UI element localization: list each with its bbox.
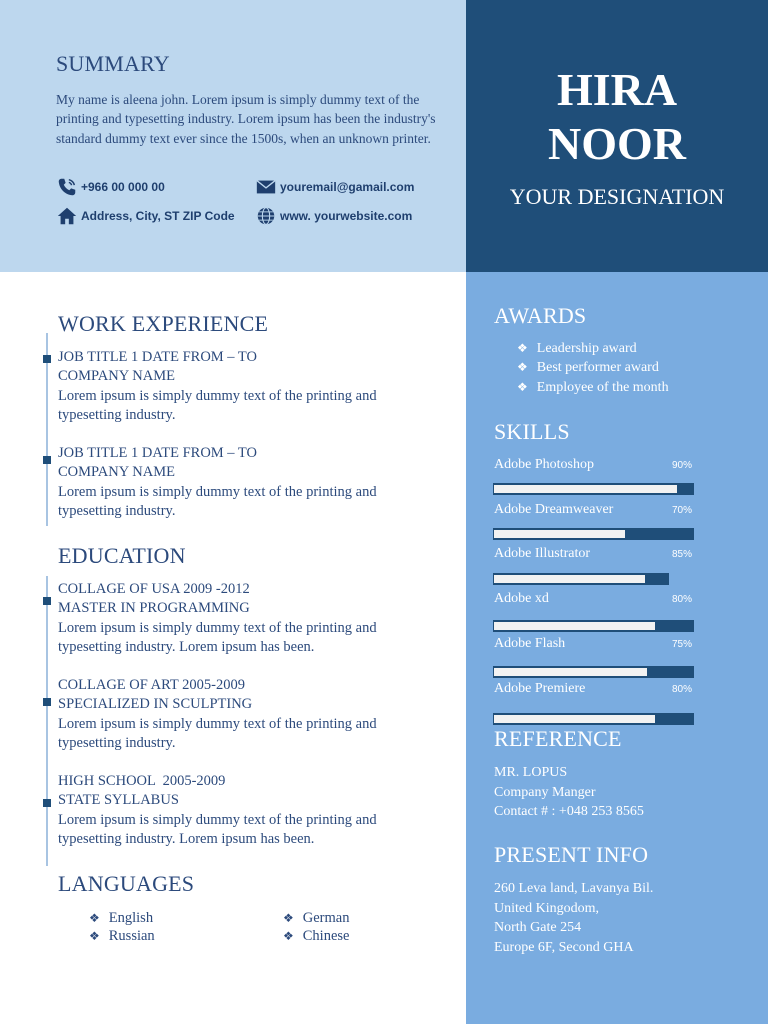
diamond-bullet-icon: ❖: [517, 380, 528, 394]
skill-name: Adobe Illustrator: [494, 546, 591, 561]
skill-percent: 80%: [672, 594, 693, 605]
present-info-block: [494, 879, 653, 957]
skill-percent: 90%: [672, 460, 693, 471]
reference-name: MR. LOPUS: [494, 765, 568, 780]
award-name: Employee of the month: [536, 380, 669, 395]
language-name: Chinese: [302, 928, 350, 944]
skill-bar-fill: [494, 622, 655, 630]
education-description: Lorem ipsum is simply dummy text of the printing and typesetting industry. Lorem ipsum has been.: [58, 811, 377, 847]
skill-percent: 80%: [672, 684, 693, 695]
designation: YOUR DESIGNATION: [509, 184, 725, 209]
award-name: Best performer award: [536, 360, 659, 375]
education-description: Lorem ipsum is simply dummy text of the printing and typesetting industry. Lorem ipsum has been.: [58, 619, 377, 655]
skill-bar: [493, 483, 694, 495]
language-item: [89, 909, 153, 927]
education-degree: STATE SYLLABUS: [58, 792, 179, 809]
education-entry: [58, 580, 418, 657]
award-name: Leadership award: [536, 341, 637, 356]
skill-percent: 70%: [672, 505, 693, 516]
work-title: JOB TITLE 1 DATE FROM – TO: [58, 445, 257, 461]
work-description: Lorem ipsum is simply dummy text of the printing and typesetting industry.: [58, 387, 377, 423]
skill-bar: [493, 573, 669, 585]
diamond-bullet-icon: ❖: [283, 911, 294, 925]
education-timeline: [46, 576, 48, 866]
award-item: [517, 341, 637, 357]
skill-percent: 75%: [672, 639, 693, 650]
present-info-line: Europe 6F, Second GHA: [494, 939, 634, 955]
diamond-bullet-icon: ❖: [517, 360, 528, 374]
award-item: [517, 380, 669, 396]
skill-bar-fill: [494, 715, 655, 723]
education-school: COLLAGE OF ART 2005-2009: [58, 677, 245, 693]
award-item: [517, 360, 659, 376]
summary-text: My name is aleena john. Lorem ipsum is simply dummy text of the printing and typesetting industry. Lorem ipsum has been the industry's standard dummy text ever since the 1500s, when an unknown printer.: [56, 92, 436, 146]
education-description: Lorem ipsum is simply dummy text of the printing and typesetting industry.: [58, 715, 377, 751]
reference-block: [494, 763, 644, 822]
skill-bar-fill: [494, 668, 647, 676]
present-info-line: 260 Leva land, Lavanya Bil.: [494, 881, 654, 896]
skill-bar-fill: [494, 575, 645, 583]
work-company: COMPANY NAME: [58, 368, 175, 385]
home-icon: [56, 205, 78, 227]
awards-heading: AWARDS: [494, 303, 587, 328]
education-degree: MASTER IN PROGRAMMING: [58, 600, 250, 617]
language-item: [283, 927, 349, 945]
last-name: NOOR: [548, 118, 686, 169]
skill-bar-fill: [494, 485, 677, 493]
education-school: HIGH SCHOOL 2005-2009: [58, 773, 226, 789]
skill-name: Adobe Dreamweaver: [494, 502, 614, 517]
languages-heading: LANGUAGES: [58, 871, 195, 896]
phone-text: +966 00 000 00: [81, 180, 165, 194]
work-title: JOB TITLE 1 DATE FROM – TO: [58, 349, 257, 365]
timeline-marker: [43, 456, 51, 464]
contact-address: [56, 205, 235, 227]
timeline-marker: [43, 698, 51, 706]
present-info-line: United Kingodom,: [494, 900, 599, 916]
skill-name: Adobe Flash: [494, 636, 566, 651]
skill-percent: 85%: [672, 549, 693, 560]
work-entry: [58, 348, 418, 425]
skills-heading: SKILLS: [494, 419, 570, 444]
timeline-marker: [43, 355, 51, 363]
present-info-heading: PRESENT INFO: [494, 842, 649, 867]
globe-icon: [255, 205, 277, 227]
reference-contact: Contact # : +048 253 8565: [494, 804, 644, 819]
language-item: [89, 927, 155, 945]
skill-bar: [493, 666, 694, 678]
skill-name: Adobe Premiere: [494, 681, 586, 696]
reference-title: Company Manger: [494, 784, 596, 800]
diamond-bullet-icon: ❖: [517, 341, 528, 355]
work-entry: [58, 444, 418, 521]
diamond-bullet-icon: ❖: [89, 929, 100, 943]
education-entry: [58, 772, 418, 849]
language-item: [283, 909, 349, 927]
education-heading: EDUCATION: [58, 543, 186, 568]
skill-name: Adobe Photoshop: [494, 457, 594, 472]
contact-phone: [56, 176, 165, 198]
present-info-line: North Gate 254: [494, 920, 582, 935]
timeline-marker: [43, 597, 51, 605]
skill-bar: [493, 528, 694, 540]
address-text: Address, City, ST ZIP Code: [81, 209, 235, 223]
email-text: youremail@gamail.com: [280, 180, 415, 194]
education-degree: SPECIALIZED IN SCULPTING: [58, 696, 253, 713]
summary-heading: SUMMARY: [56, 51, 170, 76]
contact-email: [255, 176, 414, 198]
envelope-icon: [255, 176, 277, 198]
work-experience-heading: WORK EXPERIENCE: [58, 311, 269, 336]
phone-icon: [56, 176, 78, 198]
skill-bar-fill: [494, 530, 625, 538]
website-text: www. yourwebsite.com: [280, 209, 413, 223]
language-name: English: [108, 910, 154, 926]
diamond-bullet-icon: ❖: [89, 911, 100, 925]
work-description: Lorem ipsum is simply dummy text of the printing and typesetting industry.: [58, 483, 377, 519]
work-company: COMPANY NAME: [58, 464, 175, 481]
skill-bar: [493, 713, 694, 725]
education-school: COLLAGE OF USA 2009 -2012: [58, 581, 250, 597]
contact-website: [255, 205, 412, 227]
education-entry: [58, 676, 418, 753]
diamond-bullet-icon: ❖: [283, 929, 294, 943]
skill-bar: [493, 620, 694, 632]
reference-heading: REFERENCE: [494, 726, 622, 751]
first-name: HIRA: [556, 64, 678, 115]
language-name: Russian: [108, 928, 155, 944]
skill-name: Adobe xd: [494, 591, 549, 606]
language-name: German: [302, 910, 350, 926]
timeline-marker: [43, 799, 51, 807]
